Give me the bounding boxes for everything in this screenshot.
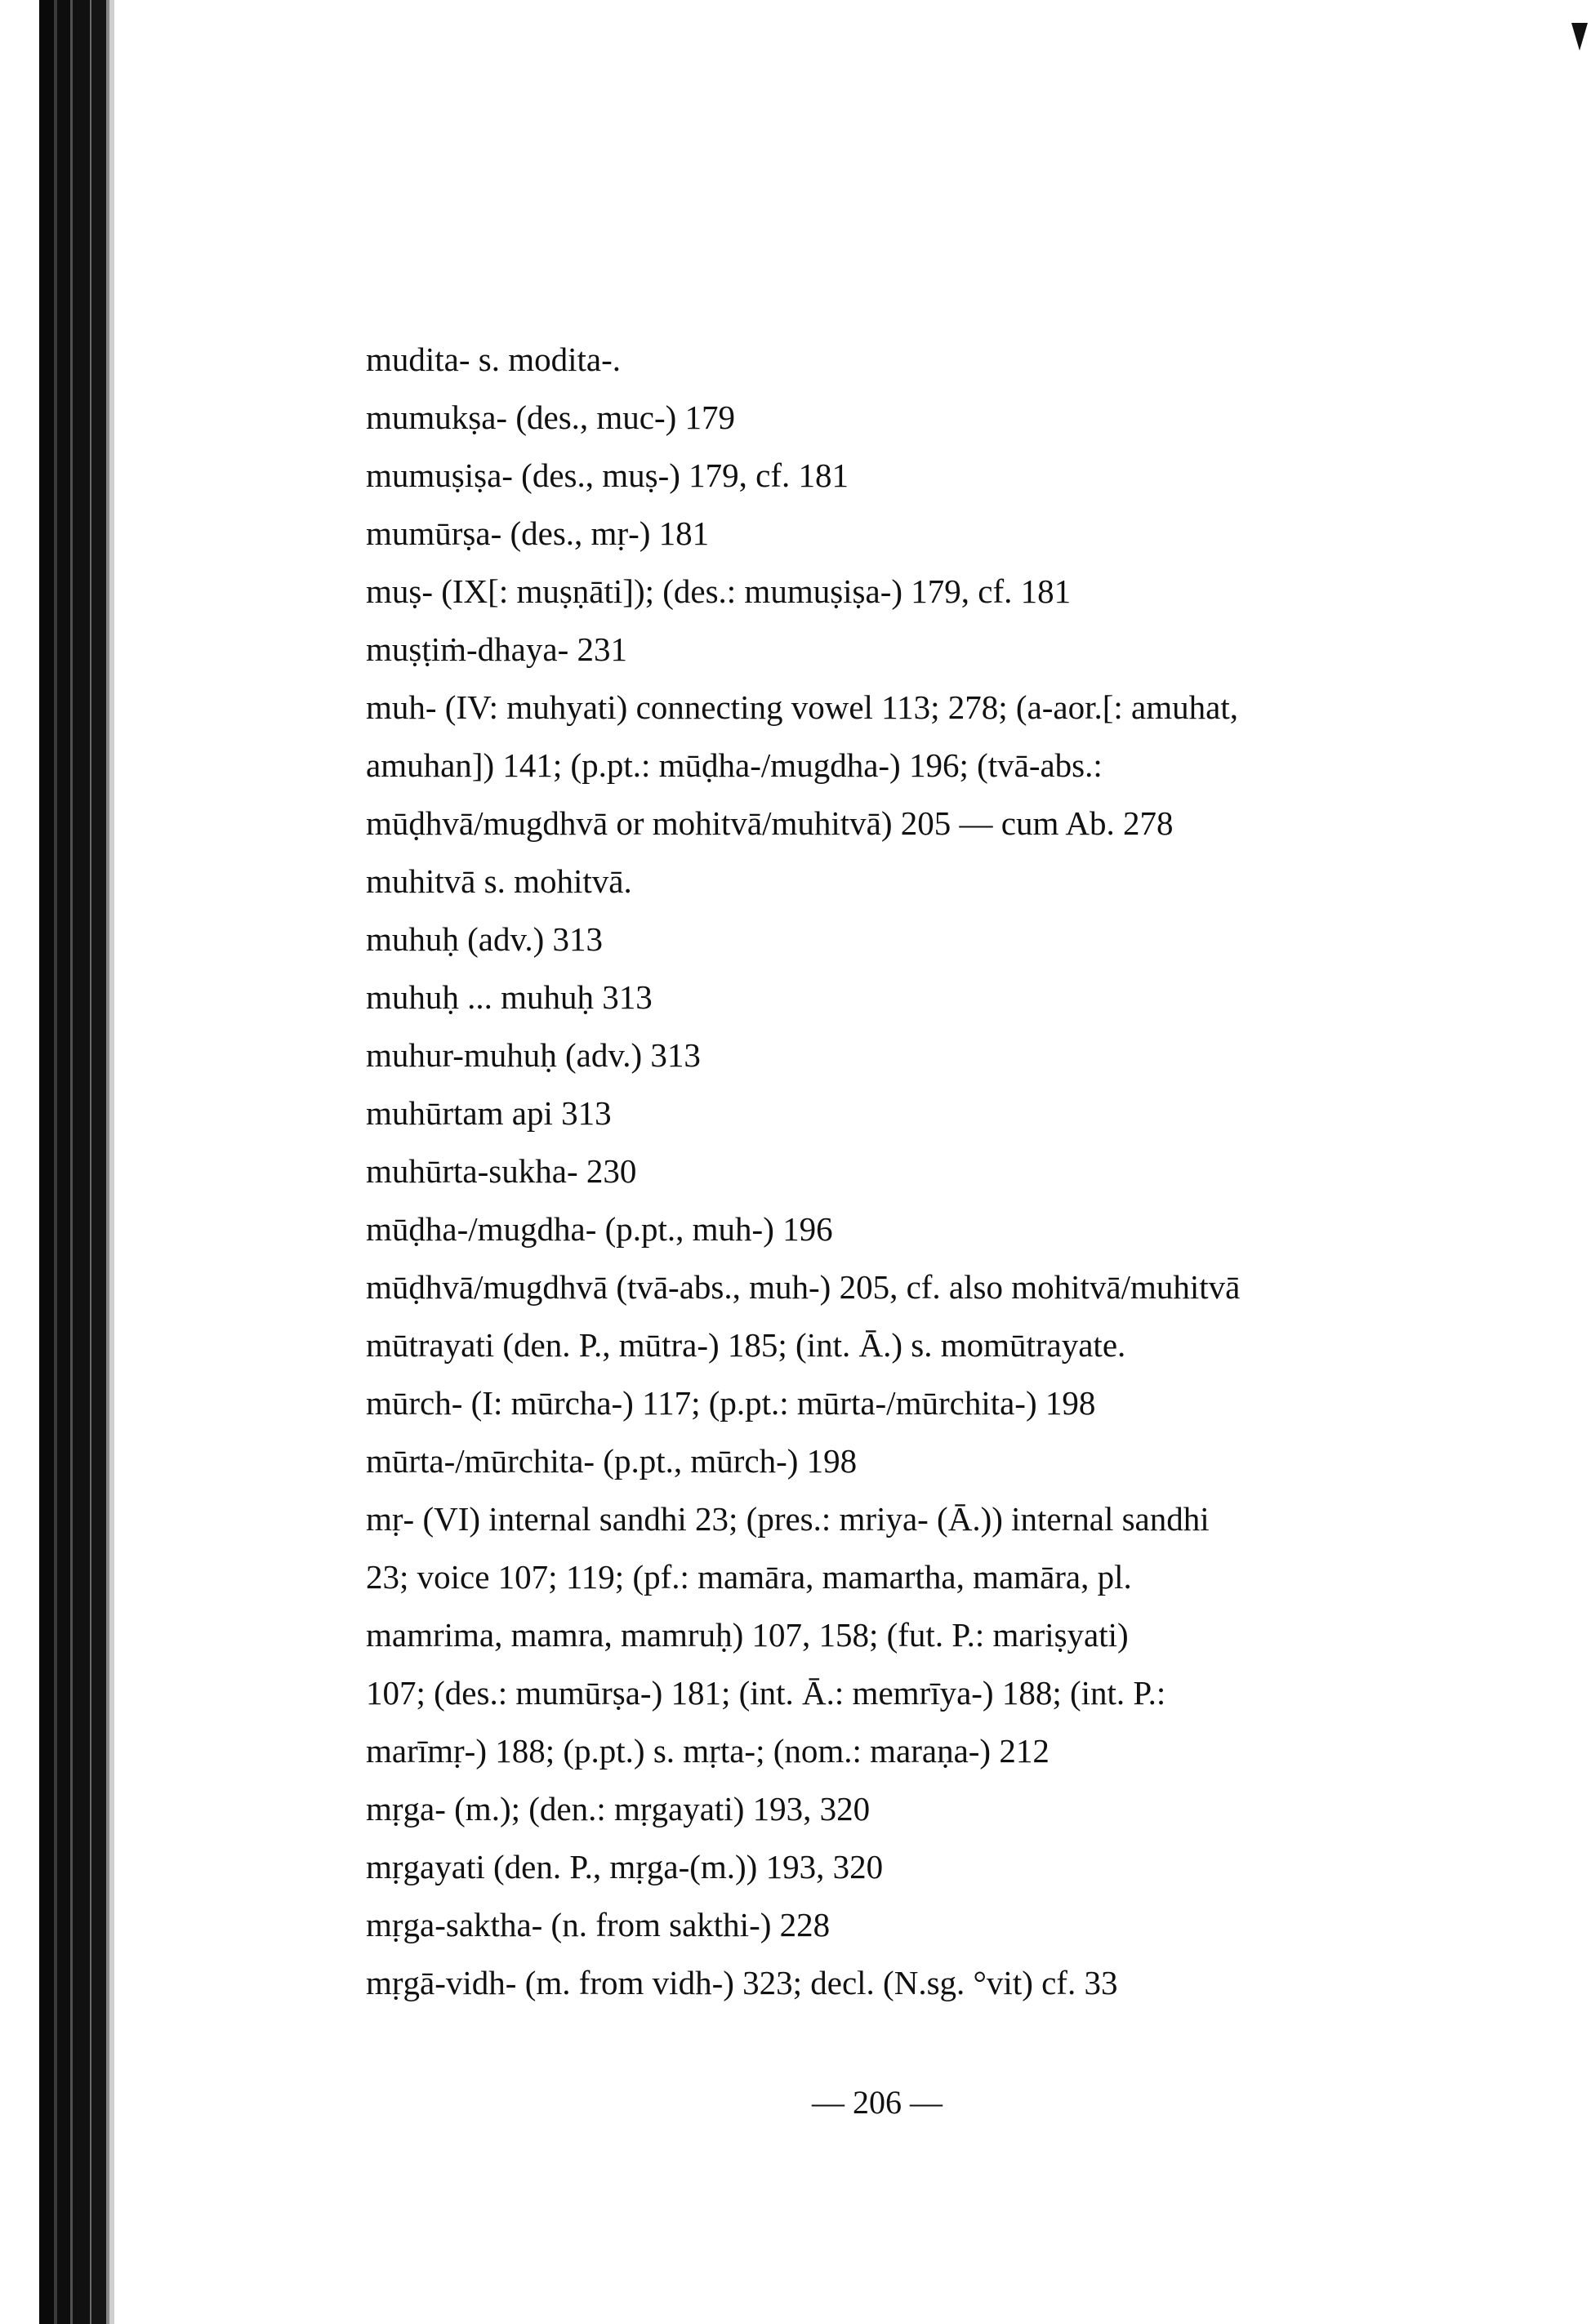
index-entry [366,389,1460,447]
index-entry [366,1374,1460,1432]
entry-line: mṛga-saktha- (n. from sakthi-) 228 [366,1906,831,1943]
index-entry [366,1490,1460,1780]
entry-line: mūḍha-/mugdha- (p.pt., muh-) 196 [366,1210,833,1248]
entry-line: muhuḥ (adv.) 313 [366,920,603,958]
index-entries [366,331,1460,2012]
index-entry [366,1780,1460,1838]
entry-line: muhūrta-sukha- 230 [366,1152,637,1190]
entry-line: mūtrayati (den. P., mūtra-) 185; (int. Ā.) s. momūtrayate. [366,1326,1126,1364]
index-entry [366,1142,1460,1200]
entry-line: mumuṣiṣa- (des., muṣ-) 179, cf. 181 [366,456,849,494]
index-entry [366,1200,1460,1258]
index-entry [366,1026,1460,1084]
index-entry [366,1896,1460,1954]
index-entry [366,1432,1460,1490]
entry-line: mūrta-/mūrchita- (p.pt., mūrch-) 198 [366,1442,858,1480]
index-entry [366,679,1460,853]
index-entry [366,1084,1460,1142]
entry-line: mudita- s. modita-. [366,341,622,378]
index-entry [366,910,1460,968]
entry-line: mṛga- (m.); (den.: mṛgayati) 193, 320 [366,1790,871,1828]
index-entry [366,447,1460,505]
corner-mark [1571,23,1588,51]
entry-line: muṣṭiṁ-dhaya- 231 [366,630,627,668]
entry-line: muhuḥ ... muhuḥ 313 [366,978,653,1016]
index-entry [366,1258,1460,1316]
index-entry [366,1316,1460,1374]
index-entry [366,621,1460,679]
book-binding-edge [39,0,121,2324]
entry-line: muhur-muhuḥ (adv.) 313 [366,1036,701,1074]
entry-line: 23; voice 107; 119; (pf.: mamāra, mamartha, mamāra, pl. [366,1558,1132,1596]
entry-line: muhitvā s. mohitvā. [366,862,632,900]
index-entry [366,1838,1460,1896]
entry-line: marīmṛ-) 188; (p.pt.) s. mṛta-; (nom.: maraṇa-) 212 [366,1732,1050,1770]
entry-line: 107; (des.: mumūrṣa-) 181; (int. Ā.: memrīya-) 188; (int. P.: [366,1674,1166,1712]
index-entry [366,331,1460,389]
entry-line: muh- (IV: muhyati) connecting vowel 113; 278; (a-aor.[: amuhat, [366,688,1238,726]
index-entry [366,853,1460,910]
index-entry [366,563,1460,621]
index-entry [366,505,1460,563]
entry-line: mūḍhvā/mugdhvā or mohitvā/muhitvā) 205 — cum Ab. 278 [366,804,1174,842]
entry-line: muhūrtam api 313 [366,1094,612,1132]
entry-line: mṛgayati (den. P., mṛga-(m.)) 193, 320 [366,1848,884,1885]
entry-line: mamrima, mamra, mamruḥ) 107, 158; (fut. P.: mariṣyati) [366,1616,1129,1654]
entry-line: amuhan]) 141; (p.pt.: mūḍha-/mugdha-) 196; (tvā-abs.: [366,746,1103,784]
index-entry [366,1954,1460,2012]
page-number: — 206 — [812,2084,943,2121]
entry-line: mūrch- (I: mūrcha-) 117; (p.pt.: mūrta-/mūrchita-) 198 [366,1384,1096,1422]
entry-line: mumūrṣa- (des., mṛ-) 181 [366,514,710,552]
entry-line: mṛgā-vidh- (m. from vidh-) 323; decl. (N.sg. °vit) cf. 33 [366,1964,1118,2001]
entry-line: muṣ- (IX[: muṣṇāti]); (des.: mumuṣiṣa-) 179, cf. 181 [366,572,1072,610]
entry-line: mṛ- (VI) internal sandhi 23; (pres.: mriya- (Ā.)) internal sandhi [366,1500,1210,1538]
entry-line: mūḍhvā/mugdhvā (tvā-abs., muh-) 205, cf. also mohitvā/muhitvā [366,1268,1241,1306]
entry-line: mumukṣa- (des., muc-) 179 [366,398,736,436]
index-entry [366,968,1460,1026]
